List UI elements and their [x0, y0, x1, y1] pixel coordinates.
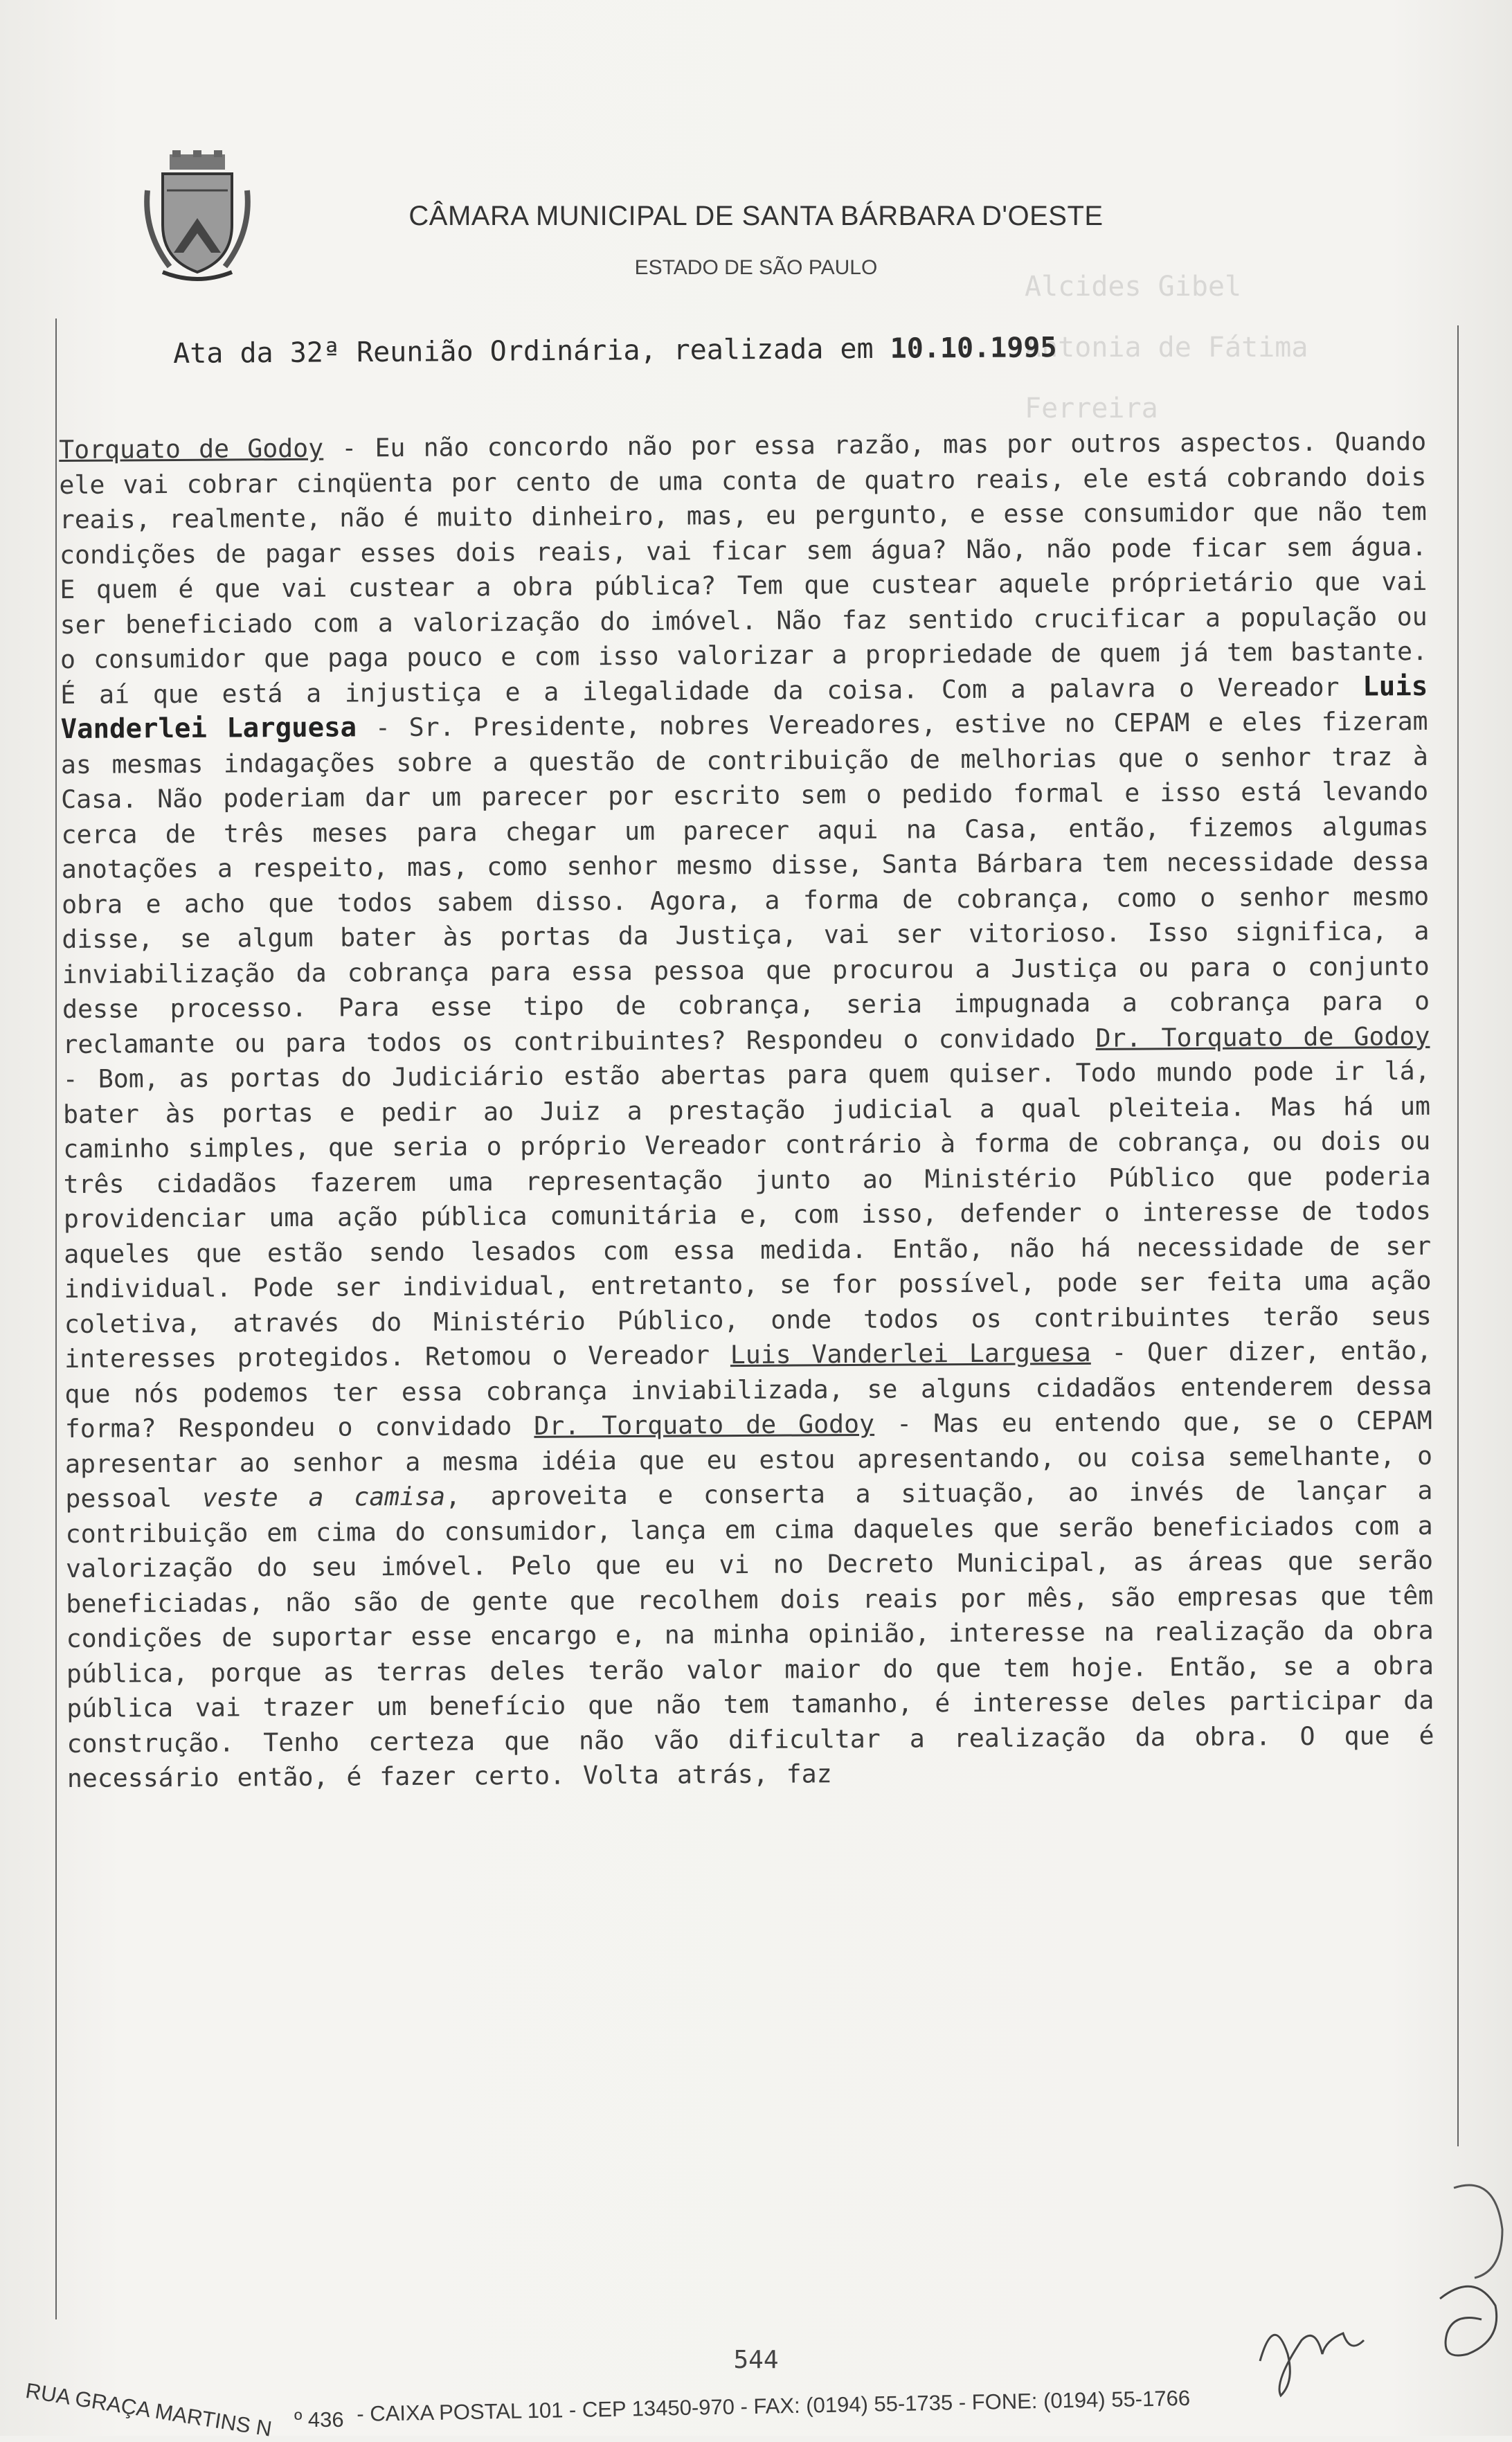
right-margin-rule [1457, 325, 1459, 2146]
italic-phrase: veste a camisa [201, 1481, 446, 1513]
speaker-name: Torquato de Godoy [59, 433, 324, 465]
footer-contact: - CAIXA POSTAL 101 - CEP 13450-970 - FAX: (0194) 55-1735 - FONE: (0194) 55-1766 [357, 2385, 1191, 2426]
body-segment: - Bom, as portas do Judiciário estão abertas para quem quiser. Todo mundo pode ir lá, bater às portas e pedir ao Juiz a prestação judicial a qual pleiteia. Mas há um caminho simples, que seria o próprio Vereador contrário à forma de cobrança, ou dois ou três cidadãos fazerem uma representação junto ao Ministério Público que poderia providenciar uma ação pública comunitária e, com isso, defender o interesse de todos aqueles que estão sendo lesados com essa medida. Então, não há necessidade de ser individual. Pode ser individual, entretanto, se for possível, pode ser feita uma ação coletiva, através do Ministério Público, onde todos os contribuintes terão seus interesses protegidos. Retomou o Vereador [62, 1055, 1432, 1374]
page-number: 544 [733, 2346, 779, 2374]
minutes-body [59, 424, 1434, 1797]
speaker-name: Dr. Torquato de Godoy [534, 1408, 875, 1441]
ghost-line: Antonia de Fátima Ferreira [1025, 332, 1308, 424]
body-segment: - Mas eu entendo que, se o CEPAM apresentar ao senhor a mesma idéia que eu estou apresentando, ou coisa semelhante, o pessoal [64, 1405, 1433, 1514]
speaker-name: Luis Vanderlei Larguesa [60, 670, 1428, 745]
body-segment: - Sr. Presidente, nobres Vereadores, estive no CEPAM e eles fizeram as mesmas indagações sobre a questão de contribuição de melhorias que o senhor traz à Casa. Não poderiam dar um parecer por escrito sem o pedido formal e isso está levando cerca de três meses para chegar um parecer aqui na Casa, então, fizemos algumas anotações a respeito, mas, como senhor mesmo disse, Santa Bárbara tem necessidade dessa obra e acho que todos sabem disso. Agora, a forma de cobrança, como o senhor mesmo disse, se algum bater às portas da Justiça, vai ser vitorioso. Isso significa, a inviabilização da cobrança para essa pessoa que procurou a Justiça ou para o conjunto desse processo. Para esse tipo de cobrança, seria impugnada a cobrança para o reclamante ou para todos os contribuintes? Respondeu o convidado [60, 706, 1430, 1059]
body-segment: - Eu não concordo não por essa razão, mas por outros aspectos. Quando ele vai cobrar cinqüenta por cento de uma conta de quatro reais, ele está cobrando dois reais, realmente, não é muito dinheiro, mas, eu pergunto, e esse consumidor que não tem condições de pagar esses dois reais, vai ficar sem água? Não, não pode ficar sem água. E quem é que vai custear a obra pública? Tem que custear aquele próprietário que vai ser beneficiado com a valorização do imóvel. Não faz sentido crucificar a população ou o consumidor que paga pouco e com isso valorizar a propriedade de quem já tem bastante. É aí que está a injustiça e a ilegalidade da coisa. Com a palavra o Vereador [59, 426, 1428, 710]
footer-street: RUA GRAÇA MARTINS N [24, 2378, 274, 2441]
state-name: ESTADO DE SÃO PAULO [634, 256, 878, 279]
left-margin-rule [55, 318, 57, 2319]
institution-name: CÂMARA MUNICIPAL DE SANTA BÁRBARA D'OESTE [408, 201, 1104, 231]
footer-number: º 436 [294, 2407, 344, 2432]
body-segment: - Quer dizer, então, que nós podemos ter essa cobrança inviabilizada, se alguns cidadãos entenderem dessa forma? Respondeu o convidado [64, 1335, 1432, 1444]
bleed-through-text [1025, 256, 1412, 436]
minutes-date: 10.10.1995 [890, 332, 1057, 365]
footer-address [21, 2351, 1502, 2441]
speaker-name: Dr. Torquato de Godoy [1095, 1021, 1430, 1053]
minutes-title [173, 332, 1057, 370]
speaker-name: Luis Vanderlei Larguesa [730, 1337, 1091, 1370]
ghost-line: Alcides Gibel [1025, 271, 1242, 303]
body-segment: , aproveita e conserta a situação, ao invés de lançar a contribuição em cima do consumidor, lança em cima daqueles que serão beneficiados com a valorização do seu imóvel. Pelo que eu vi no Decreto Municipal, as áreas que serão beneficiadas, não são de gente que recolhem dois reais por mês, são empresas que têm condições de suportar esse encargo e, na minha opinião, interesse na realização da obra pública, porque as terras deles terão valor maior do que tem hoje. Então, se a obra pública vai trazer um benefício que não tem tamanho, é interesse deles participar da construção. Tenho certeza que não vão dificultar a realização da obra. O que é necessário então, é fazer certo. Volta atrás, faz [65, 1475, 1434, 1793]
minutes-title-prefix: Ata da 32ª Reunião Ordinária, realizada em [173, 332, 890, 370]
